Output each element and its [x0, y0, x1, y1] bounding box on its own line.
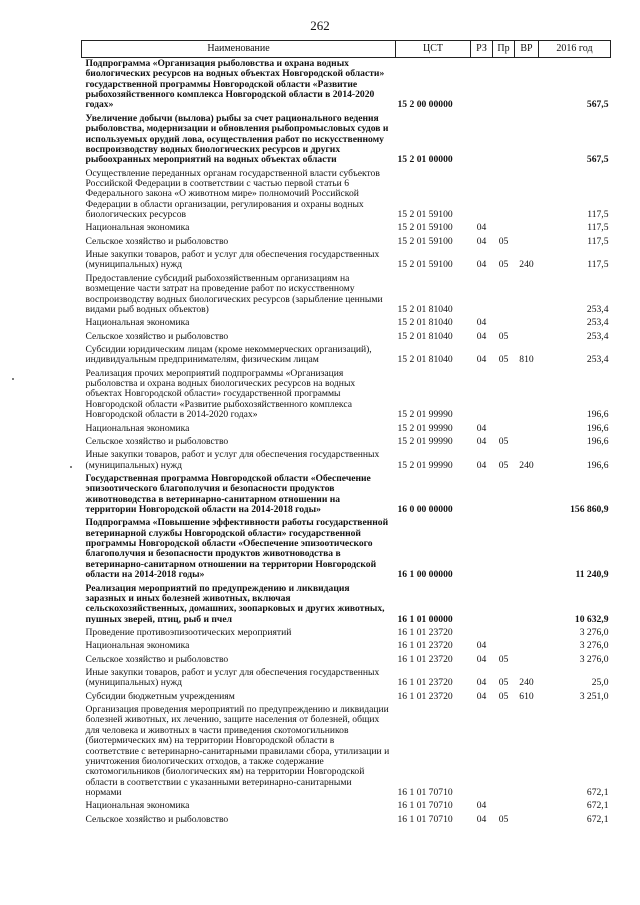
- row-amount: 253,4: [586, 354, 609, 366]
- row-rz: 04: [476, 330, 487, 342]
- row-cst: 15 2 01 81040: [397, 354, 453, 366]
- table-row: [82, 667, 611, 691]
- row-pr: [493, 113, 515, 168]
- table-row: [82, 249, 611, 273]
- row-name: Сельское хозяйство и рыболовство: [85, 435, 229, 447]
- row-name: Иные закупки товаров, работ и услуг для обеспечения государственных (муниципальных) нужд: [85, 667, 380, 689]
- row-cst: 15 2 01 99990: [397, 459, 453, 471]
- row-name: Проведение противоэпизоотических мероприятий: [85, 626, 292, 638]
- table-row: [82, 331, 611, 344]
- row-vr: [515, 368, 539, 423]
- row-cst: 16 1 00 00000: [397, 569, 453, 581]
- row-vr: 810: [519, 354, 534, 366]
- row-cst: 16 1 01 23720: [397, 640, 453, 652]
- header-pr: Пр: [493, 41, 515, 58]
- row-name: Национальная экономика: [85, 222, 190, 234]
- row-amount: 567,5: [586, 154, 609, 166]
- row-pr: 05: [498, 235, 509, 247]
- table-row: [82, 704, 611, 800]
- row-amount: 253,4: [586, 303, 609, 315]
- row-vr: [515, 222, 539, 235]
- row-vr: [515, 583, 539, 627]
- row-amount: 196,6: [586, 435, 609, 447]
- row-vr: 240: [519, 459, 534, 471]
- row-rz: [471, 583, 493, 627]
- table-row: [82, 583, 611, 627]
- row-pr: [493, 273, 515, 317]
- header-vr: ВР: [515, 41, 539, 58]
- table-row: [82, 222, 611, 235]
- row-cst: 16 1 01 00000: [397, 613, 453, 625]
- row-amount: 11 240,9: [575, 569, 609, 581]
- row-rz: [471, 517, 493, 582]
- row-name: Сельское хозяйство и рыболовство: [85, 813, 229, 825]
- header-rz: РЗ: [471, 41, 493, 58]
- row-cst: 16 1 01 23720: [397, 677, 453, 689]
- row-vr: [515, 273, 539, 317]
- row-vr: 240: [519, 677, 534, 689]
- row-vr: [515, 168, 539, 223]
- row-amount: 672,1: [586, 800, 609, 812]
- row-vr: [515, 627, 539, 640]
- row-name: Национальная экономика: [85, 317, 190, 329]
- row-amount: 672,1: [586, 813, 609, 825]
- row-rz: 04: [476, 235, 487, 247]
- row-cst: 15 2 01 59100: [397, 235, 453, 247]
- row-amount: 3 276,0: [579, 626, 609, 638]
- row-pr: [493, 368, 515, 423]
- row-amount: 117,5: [587, 222, 609, 234]
- row-amount: 196,6: [586, 422, 609, 434]
- scan-speck: [12, 378, 14, 380]
- row-amount: 25,0: [591, 677, 609, 689]
- row-vr: [515, 436, 539, 449]
- row-amount: 156 860,9: [570, 504, 609, 516]
- table-row: [82, 344, 611, 368]
- row-vr: [515, 704, 539, 800]
- row-vr: [515, 814, 539, 827]
- row-name: Сельское хозяйство и рыболовство: [85, 235, 229, 247]
- budget-table: [81, 40, 611, 827]
- row-vr: [515, 113, 539, 168]
- row-vr: [515, 317, 539, 330]
- row-vr: 240: [519, 259, 534, 271]
- row-pr: [493, 640, 515, 653]
- row-cst: 15 2 01 59100: [397, 209, 453, 221]
- row-cst: 16 1 01 23720: [397, 626, 453, 638]
- row-pr: [493, 583, 515, 627]
- row-rz: 04: [476, 677, 487, 689]
- row-name: Сельское хозяйство и рыболовство: [85, 330, 229, 342]
- page-number: 262: [310, 18, 330, 33]
- row-cst: 15 2 01 59100: [397, 222, 453, 234]
- row-cst: 16 1 01 70710: [397, 800, 453, 812]
- row-vr: [515, 654, 539, 667]
- row-amount: 196,6: [586, 409, 609, 421]
- row-rz: [471, 368, 493, 423]
- row-rz: 04: [476, 690, 487, 702]
- row-rz: 04: [476, 259, 487, 271]
- table-row: [82, 473, 611, 517]
- scan-speck: [70, 466, 72, 468]
- row-name: Увеличение добычи (вылова) рыбы за счет рационального ведения рыболовства, модернизации и обновления рыбопромысловых судов и используемых орудий лова, осуществления работ по искусственному воспроизводству водных биологических ресурсов и других рыбоохранных мероприятий на водных объектах области: [85, 112, 389, 166]
- row-name: Государственная программа Новгородской области «Обеспечение эпизоотического благополучия и безопасности продуктов животноводства в ветеринарно-санитарном отношении на территории Новгородской области на 2014-2018 годы»: [85, 472, 371, 516]
- row-name: Национальная экономика: [85, 640, 190, 652]
- row-name: Иные закупки товаров, работ и услуг для обеспечения государственных (муниципальных) нужд: [85, 449, 380, 471]
- row-cst: 15 2 01 00000: [397, 154, 453, 166]
- row-pr: 05: [498, 690, 509, 702]
- row-name: Подпрограмма «Повышение эффективности работы государственной ветеринарной службы Новгородской области» государственной программы Новгородской области «Обеспечение эпизоотического благополучия и безопасности продуктов животноводства в ветеринарно-санитарном отношении на территории Новгородской области на 2014-2018 годы»: [85, 517, 389, 581]
- header-name: Наименование: [82, 41, 396, 58]
- table-row: [82, 814, 611, 827]
- header-year: 2016 год: [539, 41, 611, 58]
- row-cst: 15 2 01 81040: [397, 317, 453, 329]
- table-row: [82, 627, 611, 640]
- row-amount: 253,4: [586, 317, 609, 329]
- row-name: Реализация прочих мероприятий подпрограммы «Организация рыболовства и охрана водных биологических ресурсов на водных объектах Новгородской области» государственной программы Новгородской области «Развитие рыбохозяйственного комплекса Новгородской области в 2014-2020 годах»: [85, 367, 356, 421]
- row-name: Предоставление субсидий рыбохозяйственным организациям на возмещение части затрат на проведение работ по искусственному воспроизводству водных биологических ресурсов (зарыбление ценными видами рыб водных объектов): [85, 272, 383, 315]
- row-rz: [471, 627, 493, 640]
- row-cst: 16 1 01 23720: [397, 690, 453, 702]
- row-name: Субсидии юридическим лицам (кроме некоммерческих организаций), индивидуальным предпринимателям, физическим лицам: [85, 343, 372, 366]
- row-rz: [471, 704, 493, 800]
- row-pr: 05: [498, 813, 509, 825]
- row-rz: 04: [476, 422, 487, 434]
- table-header: [82, 41, 611, 58]
- row-rz: 04: [476, 813, 487, 825]
- table-row: [82, 436, 611, 449]
- row-pr: 05: [498, 459, 509, 471]
- row-pr: 05: [498, 330, 509, 342]
- row-cst: 15 2 01 81040: [397, 303, 453, 315]
- row-rz: [471, 473, 493, 517]
- row-pr: [493, 627, 515, 640]
- row-cst: 15 2 00 00000: [397, 99, 453, 111]
- row-name: Национальная экономика: [85, 800, 190, 812]
- row-cst: 16 0 00 00000: [397, 504, 453, 516]
- table-row: [82, 58, 611, 113]
- row-cst: 15 2 01 99990: [397, 409, 453, 421]
- table-row: [82, 168, 611, 223]
- table-row: [82, 654, 611, 667]
- row-cst: 16 1 01 70710: [397, 787, 453, 798]
- row-pr: [493, 222, 515, 235]
- row-rz: 04: [476, 354, 487, 366]
- row-amount: 672,1: [586, 787, 609, 798]
- table-row: [82, 800, 611, 813]
- header-cst: ЦСТ: [396, 41, 471, 58]
- row-amount: 117,5: [587, 235, 609, 247]
- row-name: Организация проведения мероприятий по предупреждению и ликвидации болезней животных, их лечению, защите населения от болезней, общих для человека и животных в части приведения скотомогильников (биотермических ям) на территории Новгородской области в соответствие с ветеринарно-санитарными правилами сбора, утилизации и уничтожения биологических отходов, а также содержание скотомогильников (биологических ям) на территории Новгородской области в соответствии с указанными ветеринарно-санитарными нормами: [85, 704, 390, 798]
- row-pr: [493, 800, 515, 813]
- row-name: Сельское хозяйство и рыболовство: [85, 653, 229, 665]
- row-vr: [515, 640, 539, 653]
- row-pr: 05: [498, 354, 509, 366]
- row-rz: 04: [476, 459, 487, 471]
- row-amount: 3 276,0: [579, 640, 609, 652]
- table-row: [82, 317, 611, 330]
- table-row: [82, 691, 611, 704]
- row-amount: 196,6: [586, 459, 609, 471]
- row-rz: [471, 58, 493, 113]
- row-rz: 04: [476, 653, 487, 665]
- row-pr: [493, 168, 515, 223]
- row-vr: [515, 800, 539, 813]
- row-cst: 16 1 01 23720: [397, 653, 453, 665]
- row-name: Субсидии бюджетным учреждениям: [85, 690, 235, 702]
- table-row: [82, 423, 611, 436]
- row-pr: 05: [498, 259, 509, 271]
- row-amount: 3 251,0: [579, 690, 609, 702]
- row-pr: [493, 317, 515, 330]
- row-cst: 15 2 01 99990: [397, 435, 453, 447]
- row-vr: [515, 423, 539, 436]
- row-pr: [493, 58, 515, 113]
- row-pr: [493, 517, 515, 582]
- table-row: [82, 113, 611, 168]
- row-rz: [471, 113, 493, 168]
- table-row: [82, 517, 611, 582]
- row-name: Осуществление переданных органам государственной власти субъектов Российской Федерации в соответствии с частью первой статьи 6 Федерального закона «О животном мире» полномочий Российской Федерации в области организации, регулирования и охраны водных биологических ресурсов: [85, 167, 380, 221]
- table-row: [82, 236, 611, 249]
- table-row: [82, 640, 611, 653]
- table-body: [82, 58, 611, 828]
- row-rz: 04: [476, 317, 487, 329]
- row-cst: 15 2 01 59100: [397, 259, 453, 271]
- row-rz: 04: [476, 640, 487, 652]
- row-name: Реализация мероприятий по предупреждению и ликвидация заразных и иных болезней животных, включая сельскохозяйственных, домашних, зоопарковых и других животных, пушных зверей, птиц, рыб и пчел: [85, 582, 385, 625]
- row-vr: [515, 331, 539, 344]
- table-row: [82, 449, 611, 473]
- row-rz: [471, 273, 493, 317]
- row-amount: 3 276,0: [579, 653, 609, 665]
- table-row: [82, 368, 611, 423]
- row-rz: 04: [476, 435, 487, 447]
- row-amount: 253,4: [586, 330, 609, 342]
- row-vr: 610: [519, 690, 534, 702]
- row-cst: 16 1 01 70710: [397, 813, 453, 825]
- row-name: Иные закупки товаров, работ и услуг для обеспечения государственных (муниципальных) нужд: [85, 249, 380, 271]
- row-pr: 05: [498, 653, 509, 665]
- row-vr: [515, 58, 539, 113]
- row-pr: [493, 473, 515, 517]
- row-name: Национальная экономика: [85, 422, 190, 434]
- row-cst: 15 2 01 99990: [397, 422, 453, 434]
- row-name: Подпрограмма «Организация рыболовства и охрана водных биологических ресурсов на водных объектах Новгородской области» государственной программы Новгородской области «Развитие рыбохозяйственного комплекса Новгородской области в 2014-2020 годах»: [85, 58, 385, 111]
- row-cst: 15 2 01 81040: [397, 330, 453, 342]
- row-rz: [471, 168, 493, 223]
- row-vr: [515, 236, 539, 249]
- table-row: [82, 273, 611, 317]
- row-pr: 05: [498, 677, 509, 689]
- row-rz: 04: [476, 800, 487, 812]
- row-pr: [493, 704, 515, 800]
- row-amount: 567,5: [586, 99, 609, 111]
- row-amount: 117,5: [587, 209, 609, 221]
- row-amount: 117,5: [587, 259, 609, 271]
- row-pr: [493, 423, 515, 436]
- row-pr: 05: [498, 435, 509, 447]
- row-vr: [515, 517, 539, 582]
- row-amount: 10 632,9: [574, 613, 609, 625]
- row-rz: 04: [476, 222, 487, 234]
- row-vr: [515, 473, 539, 517]
